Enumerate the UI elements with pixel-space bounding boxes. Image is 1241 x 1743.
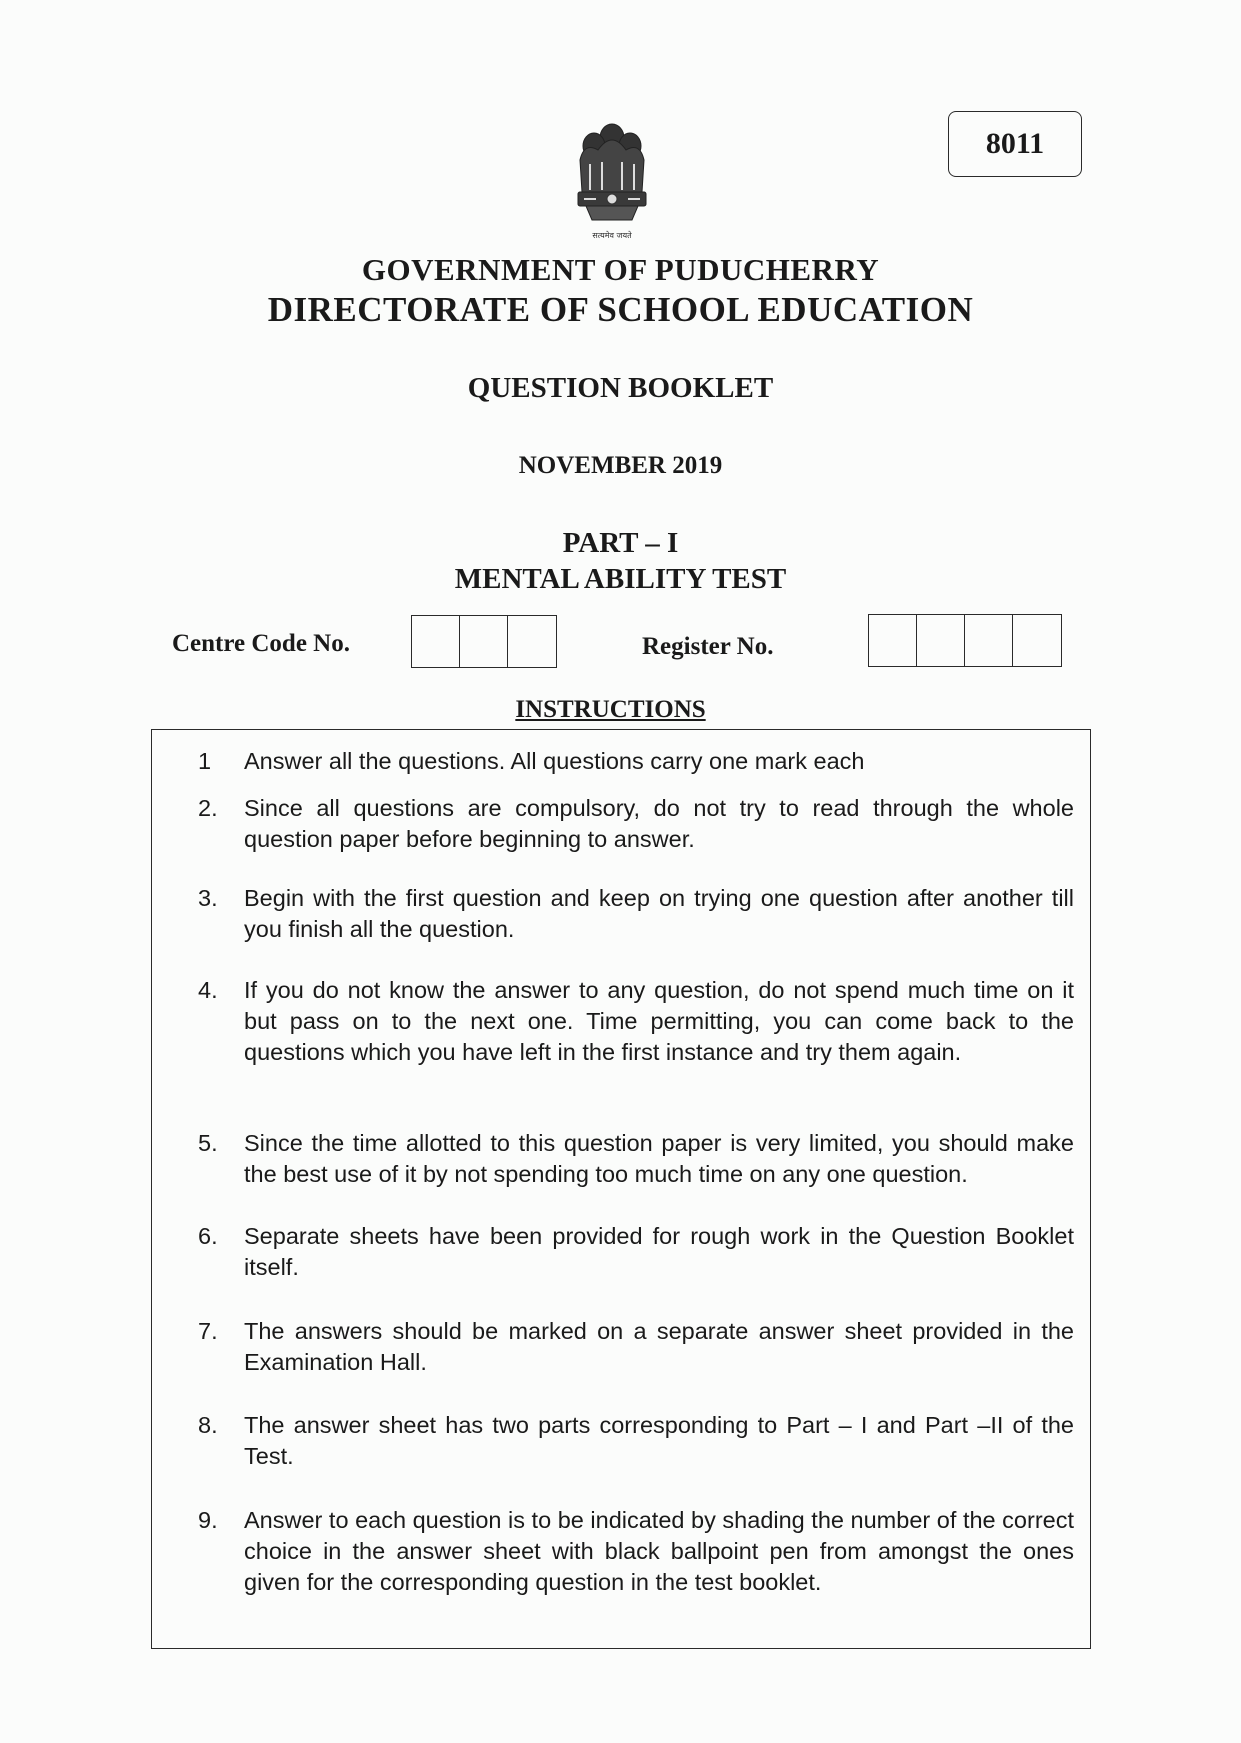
register-number-digit[interactable] [869,615,917,666]
centre-code-boxes[interactable] [411,615,557,668]
instruction-number: 2. [198,795,218,821]
centre-code-digit[interactable] [508,616,556,667]
instruction-text: Since all questions are compulsory, do not try to read through the whole question paper before beginning to answer. [244,795,1074,852]
instructions-box [151,729,1091,1649]
instruction-text: Answer to each question is to be indicated by shading the number of the correct choice in the answer sheet with black ballpoint pen from amongst the ones given for the corresponding question in the test booklet. [244,1507,1074,1595]
state-emblem-of-india-icon [570,120,654,248]
instructions-heading: INSTRUCTIONS [515,696,706,723]
instruction-number: 6. [198,1223,218,1249]
register-number-digit[interactable] [917,615,965,666]
serial-number-box [948,111,1082,177]
test-title: MENTAL ABILITY TEST [454,563,787,595]
instruction-number: 7. [198,1318,218,1344]
centre-code-label: Centre Code No. [172,630,350,657]
instruction-text: Answer all the questions. All questions carry one mark each [244,748,865,774]
exam-date: NOVEMBER 2019 [518,452,723,479]
register-number-digit[interactable] [965,615,1013,666]
government-title: GOVERNMENT OF PUDUCHERRY [361,252,880,287]
emblem-motto: सत्यमेव जयते [592,231,632,240]
instruction-text: If you do not know the answer to any question, do not spend much time on it but pass on to the next one. Time permitting, you can come back to the questions which you have left in the first instance and try them again. [244,977,1074,1065]
booklet-title: QUESTION BOOKLET [467,372,774,404]
register-number-label: Register No. [642,633,774,660]
part-title: PART – I [562,527,679,559]
instruction-number: 1 [198,748,212,774]
instruction-number: 8. [198,1412,218,1438]
directorate-title: DIRECTORATE OF SCHOOL EDUCATION [267,290,974,329]
instruction-number: 9. [198,1507,218,1533]
instruction-number: 5. [198,1130,218,1156]
register-number-boxes[interactable] [868,614,1062,667]
instruction-number: 3. [198,885,218,911]
centre-code-digit[interactable] [460,616,508,667]
instruction-text: The answer sheet has two parts corresponding to Part – I and Part –II of the Test. [244,1412,1074,1469]
serial-number: 8011 [985,127,1045,160]
centre-code-digit[interactable] [412,616,460,667]
instruction-number: 4. [198,977,218,1003]
instruction-text: Separate sheets have been provided for rough work in the Question Booklet itself. [244,1223,1074,1280]
instruction-text: The answers should be marked on a separate answer sheet provided in the Examination Hall. [244,1318,1074,1375]
instruction-text: Begin with the first question and keep on trying one question after another till you finish all the question. [244,885,1074,942]
instruction-text: Since the time allotted to this question paper is very limited, you should make the best use of it by not spending too much time on any one question. [244,1130,1074,1187]
register-number-digit[interactable] [1013,615,1061,666]
